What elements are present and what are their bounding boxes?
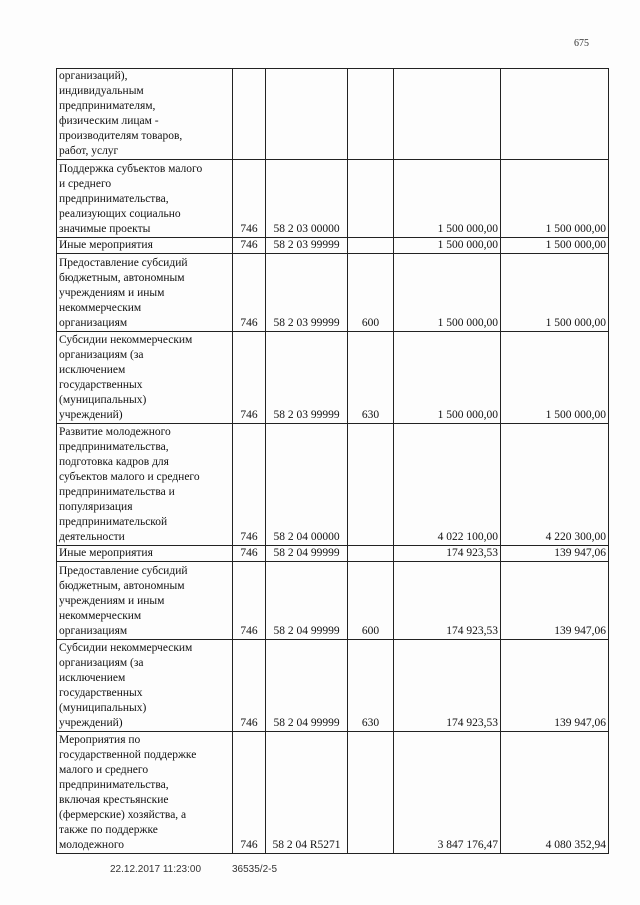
row-name: Предоставление субсидий бюджетным, автономным учреждениям и иным некоммерческим организациям: [57, 562, 233, 640]
expense-type: [348, 160, 394, 238]
sum-year-1: 1 500 000,00: [394, 332, 501, 424]
table-row: [57, 238, 609, 254]
sum-year-1: 174 923,53: [394, 562, 501, 640]
expense-type: [348, 732, 394, 854]
target-article: 58 2 03 99999: [266, 254, 348, 332]
ministry-code: [233, 69, 266, 160]
row-name: Поддержка субъектов малого и среднего предпринимательства, реализующих социально значимые проекты: [57, 160, 233, 238]
row-name: Субсидии некоммерческим организациям (за исключением государственных (муниципальных) учреждений): [57, 640, 233, 732]
expense-type: [348, 238, 394, 254]
target-article: 58 2 04 R5271: [266, 732, 348, 854]
expense-type: [348, 424, 394, 546]
row-name: Предоставление субсидий бюджетным, автономным учреждениям и иным некоммерческим организациям: [57, 254, 233, 332]
ministry-code: 746: [233, 640, 266, 732]
ministry-code: 746: [233, 562, 266, 640]
row-name: Иные мероприятия: [57, 238, 233, 254]
sum-year-2: 1 500 000,00: [501, 238, 609, 254]
sum-year-1: 1 500 000,00: [394, 160, 501, 238]
page-number: 675: [574, 38, 589, 49]
budget-table: [56, 68, 609, 854]
expense-type: 600: [348, 562, 394, 640]
expense-type: 630: [348, 332, 394, 424]
expense-type: [348, 546, 394, 562]
ministry-code: 746: [233, 238, 266, 254]
target-article: 58 2 04 99999: [266, 562, 348, 640]
table-row: [57, 254, 609, 332]
sum-year-1: 3 847 176,47: [394, 732, 501, 854]
row-name: Субсидии некоммерческим организациям (за исключением государственных (муниципальных) учреждений): [57, 332, 233, 424]
sum-year-2: 139 947,06: [501, 546, 609, 562]
sum-year-2: 1 500 000,00: [501, 254, 609, 332]
sum-year-1: [394, 69, 501, 160]
table-row: [57, 640, 609, 732]
table-row: [57, 562, 609, 640]
sum-year-2: 1 500 000,00: [501, 332, 609, 424]
print-timestamp: 22.12.2017 11:23:00: [110, 864, 202, 875]
ministry-code: 746: [233, 546, 266, 562]
sum-year-2: 4 220 300,00: [501, 424, 609, 546]
table-row: [57, 424, 609, 546]
target-article: 58 2 03 00000: [266, 160, 348, 238]
expense-type: 630: [348, 640, 394, 732]
sum-year-2: 139 947,06: [501, 640, 609, 732]
sum-year-2: 139 947,06: [501, 562, 609, 640]
ministry-code: 746: [233, 732, 266, 854]
ministry-code: 746: [233, 424, 266, 546]
sum-year-2: [501, 69, 609, 160]
document-code: 36535/2-5: [232, 864, 278, 875]
sum-year-1: 174 923,53: [394, 640, 501, 732]
row-name: Мероприятия по государственной поддержке малого и среднего предпринимательства, включая крестьянские (фермерские) хозяйства, а также по поддержке молодежного: [57, 732, 233, 854]
ministry-code: 746: [233, 332, 266, 424]
table-row: [57, 332, 609, 424]
table-row: [57, 69, 609, 160]
table-row: [57, 546, 609, 562]
sum-year-2: 1 500 000,00: [501, 160, 609, 238]
target-article: 58 2 03 99999: [266, 332, 348, 424]
row-name: Развитие молодежного предпринимательства, подготовка кадров для субъектов малого и среднего предпринимательства и популяризация предпринимательской деятельности: [57, 424, 233, 546]
sum-year-1: 174 923,53: [394, 546, 501, 562]
sum-year-1: 1 500 000,00: [394, 238, 501, 254]
table-row: [57, 732, 609, 854]
target-article: 58 2 03 99999: [266, 238, 348, 254]
sum-year-1: 4 022 100,00: [394, 424, 501, 546]
row-name: Иные мероприятия: [57, 546, 233, 562]
ministry-code: 746: [233, 254, 266, 332]
expense-type: [348, 69, 394, 160]
expense-type: 600: [348, 254, 394, 332]
row-name: организаций), индивидуальным предпринимателям, физическим лицам - производителям товаров, работ, услуг: [57, 69, 233, 160]
target-article: 58 2 04 99999: [266, 546, 348, 562]
target-article: 58 2 04 00000: [266, 424, 348, 546]
sum-year-2: 4 080 352,94: [501, 732, 609, 854]
sum-year-1: 1 500 000,00: [394, 254, 501, 332]
target-article: 58 2 04 99999: [266, 640, 348, 732]
target-article: [266, 69, 348, 160]
table-row: [57, 160, 609, 238]
ministry-code: 746: [233, 160, 266, 238]
